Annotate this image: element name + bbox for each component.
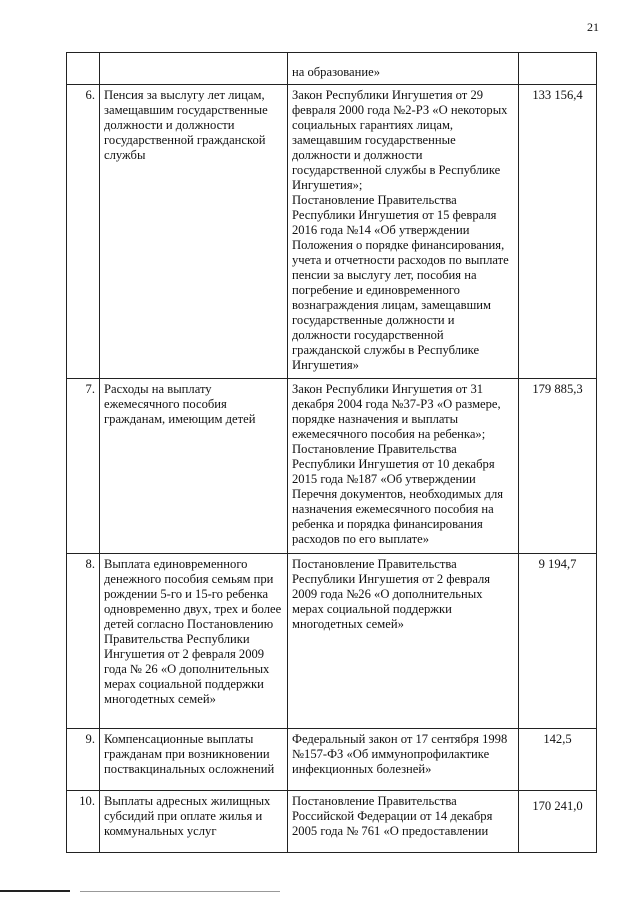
row-amount: 170 241,0 bbox=[519, 791, 597, 853]
row-number: 10. bbox=[67, 791, 100, 853]
row-number: 9. bbox=[67, 729, 100, 791]
row-amount: 179 885,3 bbox=[519, 379, 597, 554]
row-amount: 133 156,4 bbox=[519, 85, 597, 379]
row-description bbox=[100, 53, 288, 85]
table-row bbox=[67, 791, 597, 853]
footer-rule bbox=[0, 890, 70, 892]
table-row bbox=[67, 554, 597, 729]
table-row bbox=[67, 85, 597, 379]
row-description: Компенсационные выплаты гражданам при возникновении поствакцинальных осложнений bbox=[100, 729, 288, 791]
row-basis: Постановление Правительства Российской Федерации от 14 декабря 2005 года № 761 «О предоставлении bbox=[288, 791, 519, 853]
row-number: 8. bbox=[67, 554, 100, 729]
row-number: 6. bbox=[67, 85, 100, 379]
page-number: 21 bbox=[587, 20, 599, 34]
table-row bbox=[67, 379, 597, 554]
row-amount: 9 194,7 bbox=[519, 554, 597, 729]
row-basis: на образование» bbox=[288, 53, 519, 85]
row-basis: Постановление Правительства Республики Ингушетия от 2 февраля 2009 года №26 «О дополнительных мерах социальной поддержки многодетных семей» bbox=[288, 554, 519, 729]
row-number: 7. bbox=[67, 379, 100, 554]
table-row bbox=[67, 729, 597, 791]
row-number bbox=[67, 53, 100, 85]
row-basis: Федеральный закон от 17 сентября 1998 №157-ФЗ «Об иммунопрофилактике инфекционных болезней» bbox=[288, 729, 519, 791]
benefits-table bbox=[66, 52, 597, 853]
row-description: Расходы на выплату ежемесячного пособия гражданам, имеющим детей bbox=[100, 379, 288, 554]
row-description: Выплаты адресных жилищных субсидий при оплате жилья и коммунальных услуг bbox=[100, 791, 288, 853]
row-amount bbox=[519, 53, 597, 85]
row-description: Выплата единовременного денежного пособия семьям при рождении 5-го и 15-го ребенка одновременно двух, трех и более детей согласно Постановлению Правительства Республики Ингушетия от 2 февраля 2009 года № 26 «О дополнительных мерах социальной поддержки многодетных семей» bbox=[100, 554, 288, 729]
row-description: Пенсия за выслугу лет лицам, замещавшим государственные должности и должности государственной гражданской службы bbox=[100, 85, 288, 379]
row-basis: Закон Республики Ингушетия от 31 декабря 2004 года №37-РЗ «О размере, порядке назначения и выплаты ежемесячного пособия на ребенка»; Постановление Правительства Республики Ингушетия от 10 декабря 2015 года №187 «Об утверждении Перечня документов, необходимых для назначения ежемесячного пособия на ребенка и порядка финансирования расходов по его выплате» bbox=[288, 379, 519, 554]
footer-rule-faint bbox=[80, 891, 280, 892]
row-basis: Закон Республики Ингушетия от 29 февраля 2000 года №2-РЗ «О некоторых социальных гарантиях лицам, замещавшим государственные должности и должности государственной службы в Республике Ингушетия»; Постановление Правительства Республики Ингушетия от 15 февраля 2016 года №14 «Об утверждении Положения о порядке финансирования, учета и отчетности расходов по выплате пенсии за выслугу лет, пособия на погребение и единовременного вознаграждения лицам, замещавшим государственные должности и должности государственной гражданской службы в Республике Ингушетия» bbox=[288, 85, 519, 379]
table-row bbox=[67, 53, 597, 85]
row-amount: 142,5 bbox=[519, 729, 597, 791]
